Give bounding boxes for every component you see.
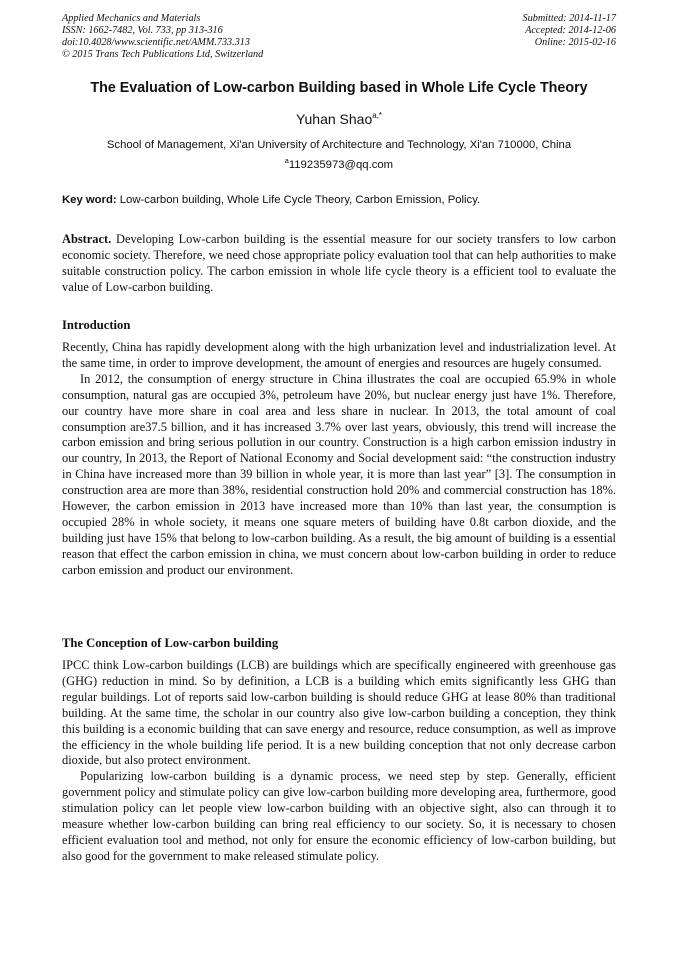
journal-issn: ISSN: 1662-7482, Vol. 733, pp 313-316: [62, 25, 223, 36]
section-heading-introduction: Introduction: [62, 318, 131, 332]
keywords-label: Key word:: [62, 194, 117, 206]
author-name: Yuhan Shao: [295, 111, 373, 127]
journal-copyright: © 2015 Trans Tech Publications Ltd, Switzerland: [62, 49, 264, 60]
abstract: [62, 232, 616, 296]
email-address: 119235973@qq.com: [288, 159, 394, 171]
submitted-date: Submitted: 2014-11-17: [522, 13, 616, 24]
paper-title: The Evaluation of Low-carbon Building based in Whole Life Cycle Theory: [90, 80, 588, 96]
email-superscript: a: [284, 158, 289, 165]
abstract-text: Developing Low-carbon building is the essential measure for our society transfers to low carbon economic society. Therefore, we need chose appropriate policy evaluation tool that can help authorities to make suitable construction policy. The carbon emission in whole life cycle theory is a efficient tool to evaluate the value of Low-carbon building.: [62, 232, 616, 294]
paragraph: In 2012, the consumption of energy structure in China illustrates the coal are occupied 65.9% in whole consumption, natural gas are occupied 3%, petroleum have 20%, but nuclear energy just have 1%. Therefore, our country have more share in coal area and less share in nuclear. In 2013, the total amount of coal consumption are37.5 billion, and it has increased 3.7% over last years, obviously, this trend will increase the carbon emission and bring serious pollution in our country. Construction is a high carbon emission industry in our country, In 2013, the Report of National Economy and Social development said: “the construction industry in China have increased more than 39 billion in whole year, it is more than last year” [3]. The consumption in construction area are more than 38%, residential construction hold 20% and commercial construction has 18%. However, the carbon emission in 2013 have increased more than 10% than last year, the consumption is occupied 28% in whole society, it means one square meters of building have 0.8t carbon dioxide, and the building just have 15% that belong to low-carbon building. As a result, the big amount of building is a essential reason that effect the carbon emission in china, we must concern about low-carbon building in order to reduce carbon emission and product our environment.: [62, 371, 616, 577]
accepted-date: Accepted: 2014-12-06: [525, 25, 616, 36]
author-superscript: a,*: [372, 111, 383, 120]
paragraph: Recently, China has rapidly development along with the high urbanization level and industrialization level. At the same time, in order to improve development, the amount of energies and resources are hugely consumed.: [62, 340, 616, 370]
journal-name: Applied Mechanics and Materials: [62, 13, 201, 24]
online-date: Online: 2015-02-16: [534, 37, 616, 48]
paragraph: IPCC think Low-carbon buildings (LCB) are buildings which are specifically engineered with greenhouse gas (GHG) reduction in mind. So by definition, a LCB is a building which emits significantly less GHG than regular buildings. Lot of reports said low-carbon building is should reduce GHG at lease 80% than traditional building. At the same time, the scholar in our country also give low-carbon building a conception, they think this building is a economic building that can save energy and resource, reduce consumption, as well as improve the efficiency in the whole building life period. It is a new building conception that not only decrease carbon dioxide, but also protect environment.: [62, 658, 616, 768]
journal-doi: doi:10.4028/www.scientific.net/AMM.733.313: [62, 37, 250, 48]
submission-dates: [523, 13, 616, 49]
paragraph: Popularizing low-carbon building is a dynamic process, we need step by step. Generally, efficient government policy and stimulate policy can give low-carbon building more developing area, furthermore, good stimulation policy can let people view low-carbon building with an objective sight, also can through it to measure whether low-carbon building can bring real efficiency to our society. So, it is necessary to chosen efficient evaluation tool and method, not only for ensure the economic efficiency of low-carbon building, but also good for the government to make released stimulate policy.: [62, 769, 616, 863]
section-heading-conception: The Conception of Low-carbon building: [62, 636, 279, 650]
author-line: [0, 111, 678, 127]
keywords: [62, 194, 616, 206]
journal-info: [62, 13, 263, 61]
abstract-label: Abstract.: [62, 232, 112, 246]
journal-header: [62, 13, 616, 65]
section-introduction: [62, 340, 616, 579]
section-conception: [62, 658, 616, 865]
affiliation: School of Management, Xi'an University of Architecture and Technology, Xi'an 710000, China: [106, 139, 572, 151]
author-email: [0, 159, 678, 171]
keywords-text: Low-carbon building, Whole Life Cycle Theory, Carbon Emission, Policy.: [119, 194, 481, 206]
